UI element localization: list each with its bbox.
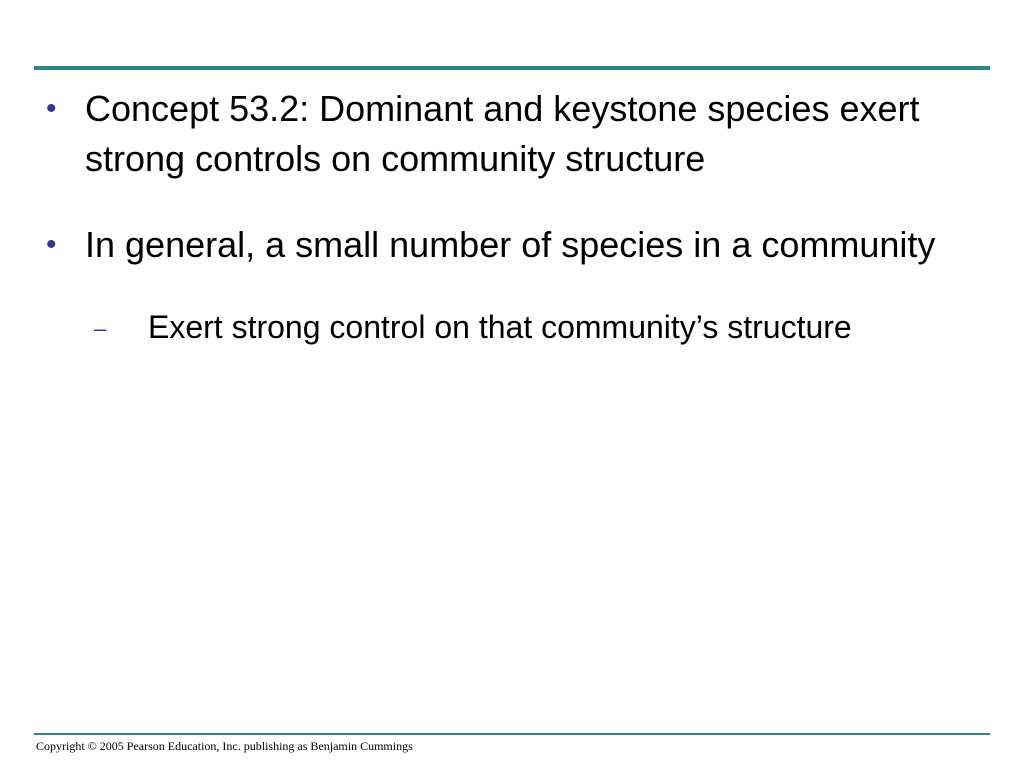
- dash-icon: –: [94, 316, 107, 341]
- bottom-divider: [34, 733, 990, 735]
- sub-bullet-item: [94, 304, 984, 354]
- bullet-text: Concept 53.2: Dominant and keystone species exert strong controls on community structure: [85, 88, 920, 179]
- sub-bullet-text: Exert strong control on that community’s structure: [148, 309, 852, 345]
- top-divider: [34, 66, 990, 70]
- bullet-text: In general, a small number of species in a community: [85, 224, 936, 265]
- bullet-dot-icon: •: [46, 92, 57, 125]
- bullet-item: [44, 84, 984, 184]
- slide-body: [44, 84, 984, 354]
- bullet-item: [44, 220, 984, 270]
- copyright-footer: Copyright © 2005 Pearson Education, Inc. publishing as Benjamin Cummings: [36, 739, 413, 753]
- bullet-dot-icon: •: [46, 228, 57, 261]
